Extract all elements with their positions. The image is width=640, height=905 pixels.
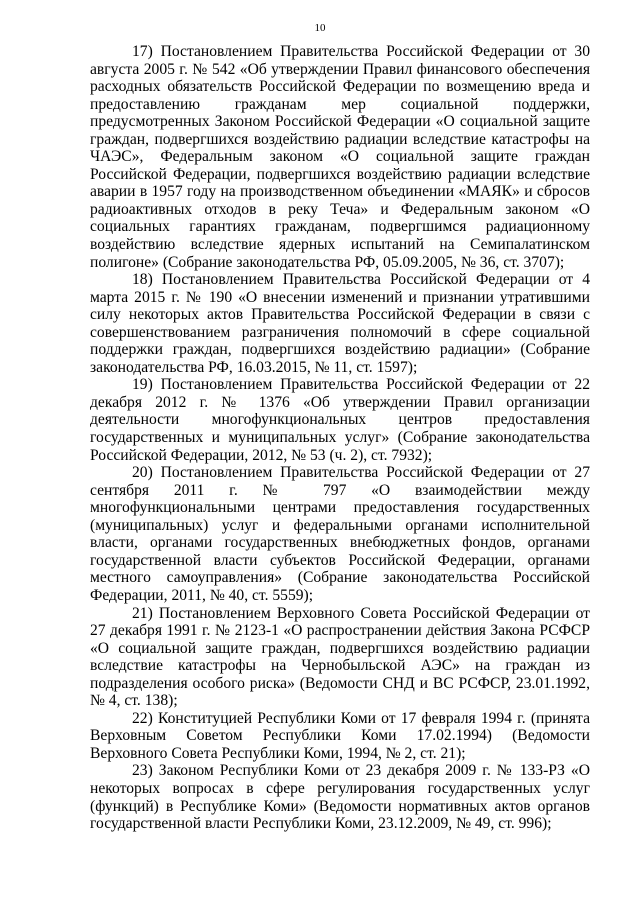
list-item-23: 23) Законом Республики Коми от 23 декабря 2009 г. № 133-РЗ «О некоторых вопросах в сфере регулирования государственных услуг (функций) в Республике Коми» (Ведомости нормативных актов органов государственной власти Республики Коми, 23.12.2009, № 49, ст. 996);	[90, 762, 590, 833]
list-item-20: 20) Постановлением Правительства Российской Федерации от 27 сентября 2011 г. № 797 «О взаимодействии между многофункциональными центрами предоставления государственных (муниципальных) услуг и федеральными органами исполнительной власти, органами государственных внебюджетных фондов, органами государственной власти субъектов Российской Федерации, органами местного самоуправления» (Собрание законодательства Российской Федерации, 2011, № 40, ст. 5559);	[90, 464, 590, 604]
list-item-19: 19) Постановлением Правительства Российской Федерации от 22 декабря 2012 г. № 1376 «Об утверждении Правил организации деятельности многофункциональных центров предоставления государственных и муниципальных услуг» (Собрание законодательства Российской Федерации, 2012, № 53 (ч. 2), ст. 7932);	[90, 376, 590, 464]
list-item-22: 22) Конституцией Республики Коми от 17 февраля 1994 г. (принята Верховным Советом Республики Коми 17.02.1994) (Ведомости Верховного Совета Республики Коми, 1994, № 2, ст. 21);	[90, 709, 590, 762]
list-item-18: 18) Постановлением Правительства Российской Федерации от 4 марта 2015 г. № 190 «О внесении изменений и признании утратившими силу некоторых актов Правительства Российской Федерации в связи с совершенствованием разграничения полномочий в сфере социальной поддержки граждан, подвергшихся воздействию радиации» (Собрание законодательства РФ, 16.03.2015, № 11, ст. 1597);	[90, 271, 590, 376]
list-item-17: 17) Постановлением Правительства Российской Федерации от 30 августа 2005 г. № 542 «Об утверждении Правил финансового обеспечения расходных обязательств Российской Федерации по возмещению вреда и предоставлению гражданам мер социальной поддержки, предусмотренных Законом Российской Федерации «О социальной защите граждан, подвергшихся воздействию радиации вследствие катастрофы на ЧАЭС», Федеральным законом «О социальной защите граждан Российской Федерации, подвергшихся воздействию радиации вследствие аварии в 1957 году на производственном объединении «МАЯК» и сбросов радиоактивных отходов в реку Теча» и Федеральным законом «О социальных гарантиях гражданам, подвергшимся радиационному воздействию вследствие ядерных испытаний на Семипалатинском полигоне» (Собрание законодательства РФ, 05.09.2005, № 36, ст. 3707);	[90, 43, 590, 271]
page-body	[90, 43, 590, 833]
page-number: 10	[314, 22, 326, 34]
list-item-21: 21) Постановлением Верховного Совета Российской Федерации от 27 декабря 1991 г. № 2123-1 «О распространении действия Закона РСФСР «О социальной защите граждан, подвергшихся воздействию радиации вследствие катастрофы на Чернобыльской АЭС» на граждан из подразделения особого риска» (Ведомости СНД и ВС РСФСР, 23.01.1992, № 4, ст. 138);	[90, 604, 590, 710]
